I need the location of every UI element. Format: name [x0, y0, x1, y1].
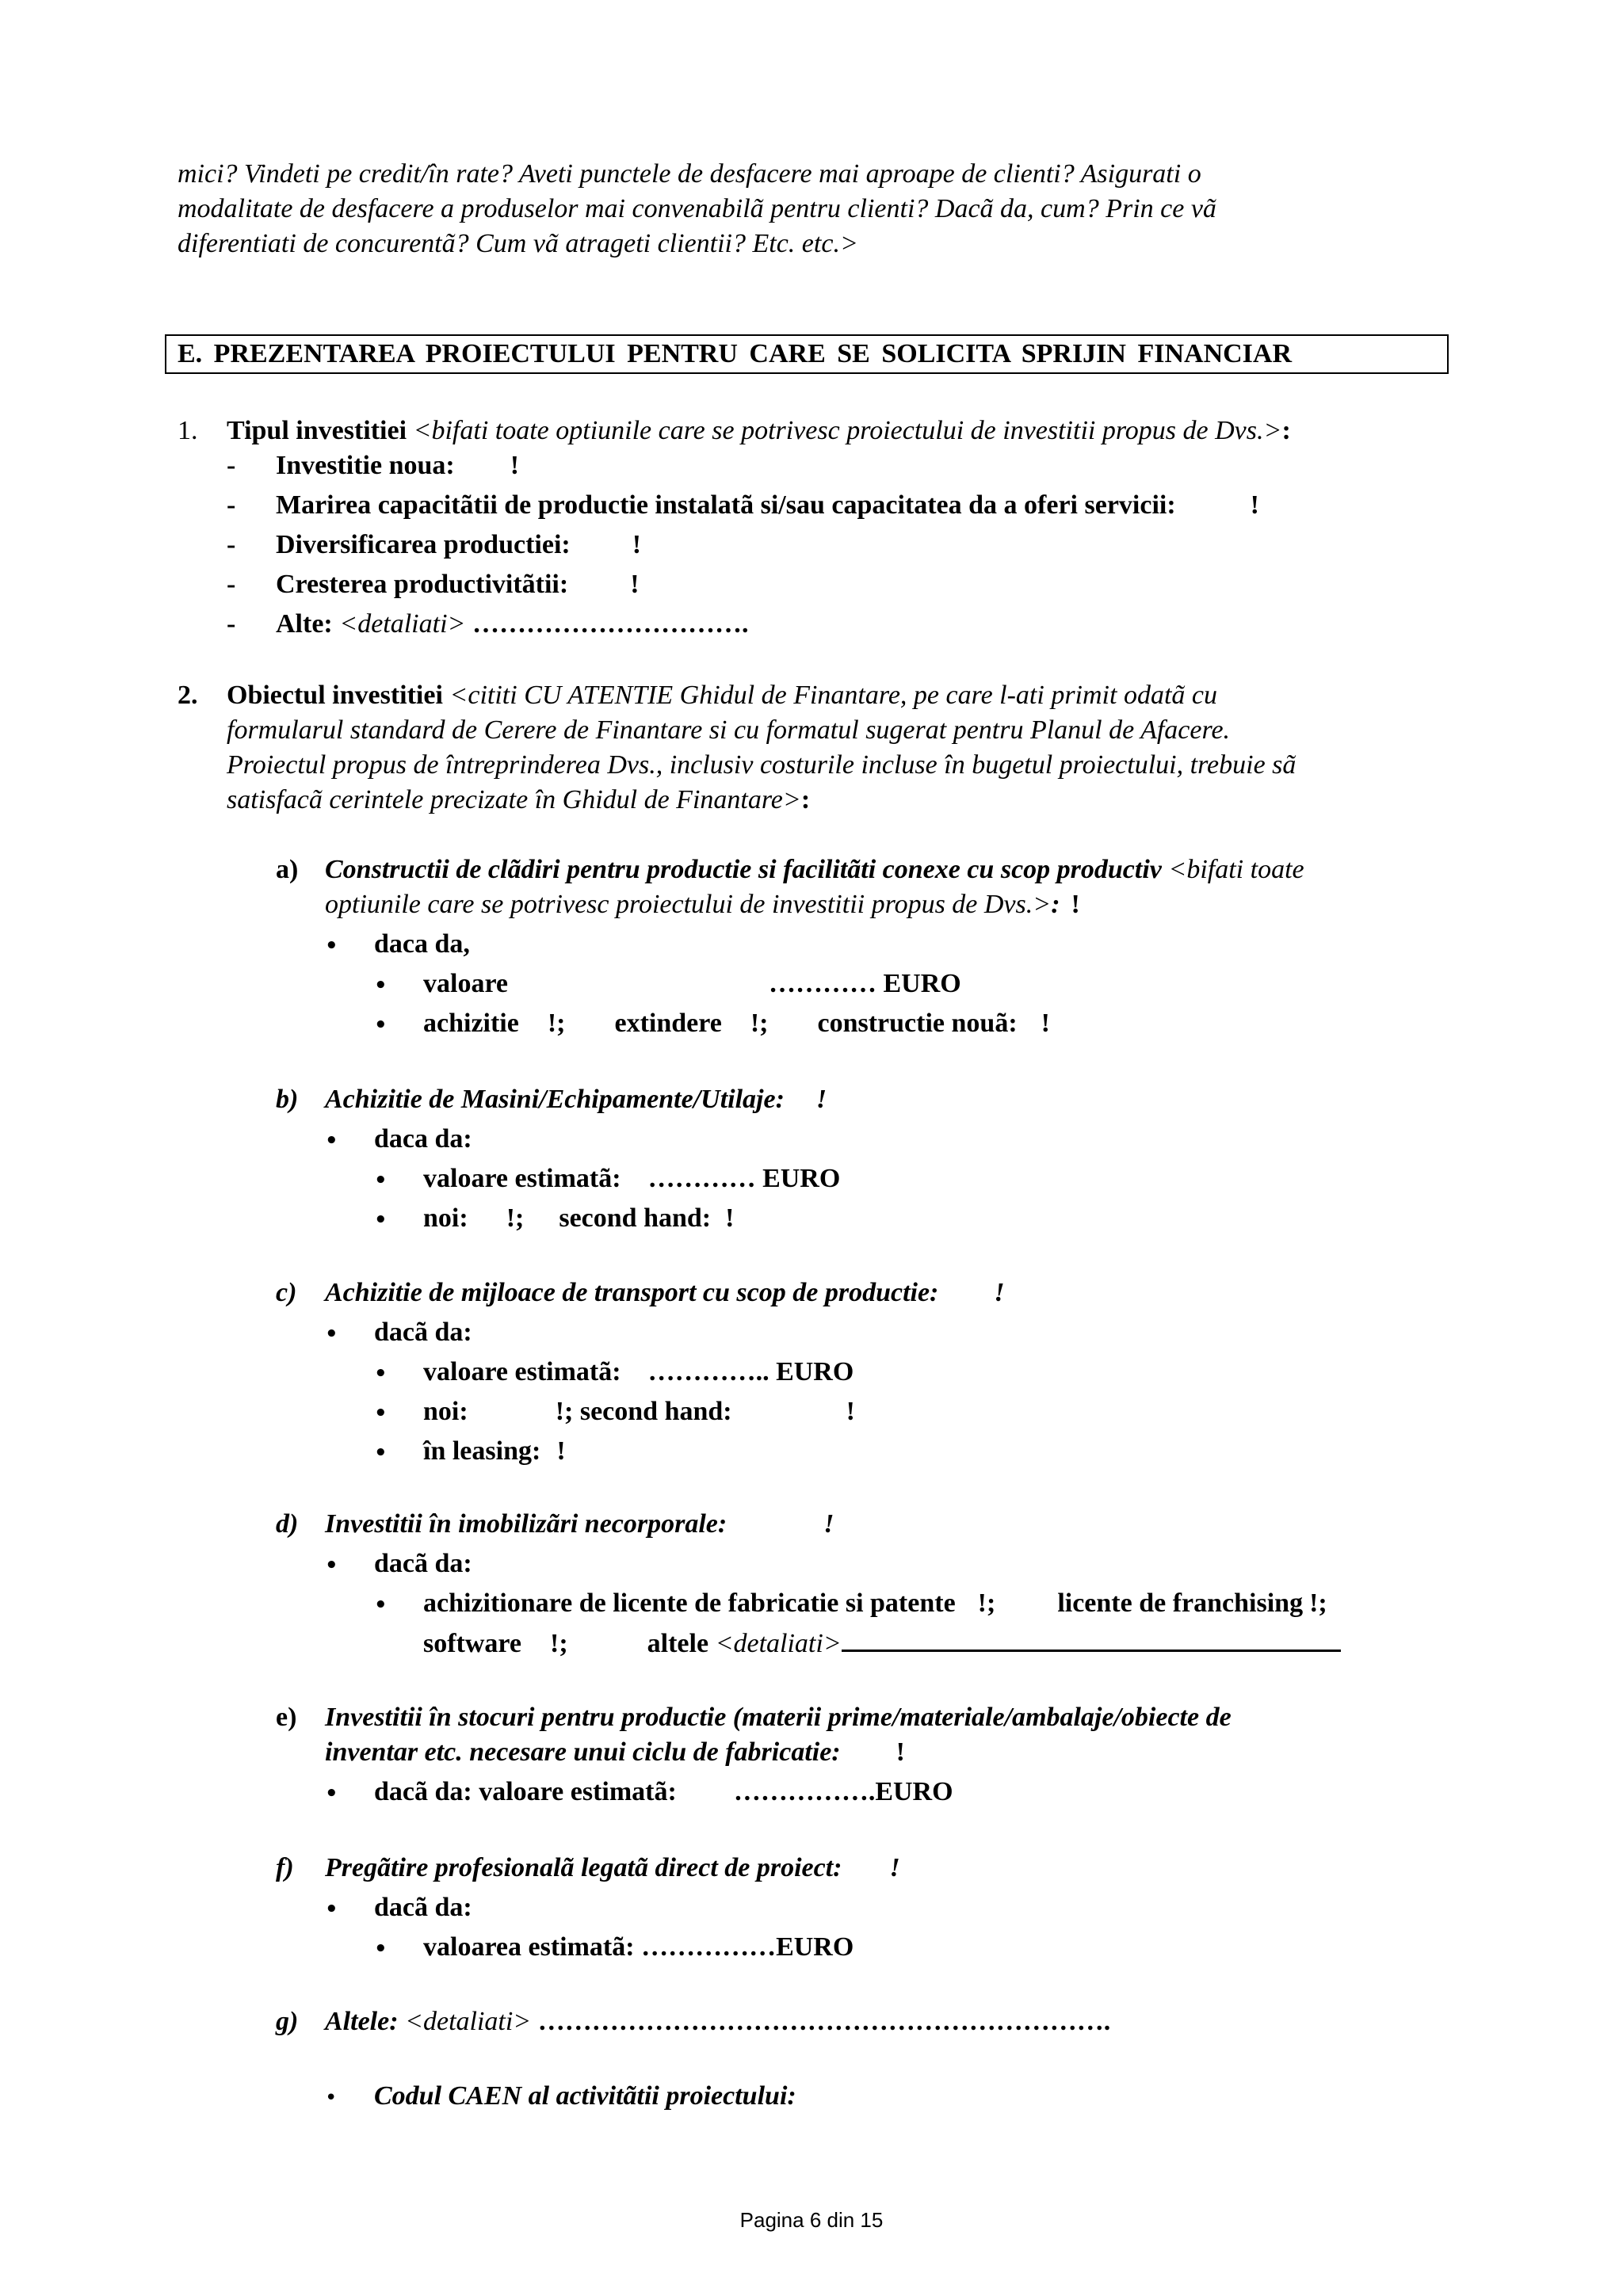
- item-f-valoare[interactable]: [374, 1930, 854, 1966]
- option-label: în leasing:: [423, 1436, 541, 1466]
- item-letter: b): [276, 1085, 299, 1114]
- checkbox-mark[interactable]: !: [1041, 1009, 1050, 1038]
- details-underline-field[interactable]: [842, 1626, 1341, 1652]
- intro-line: modalitate de desfacere a produselor mai convenabilã pentru clienti? Dacã da, cum? Prin ce vã: [178, 194, 1216, 223]
- option-label: achizitie: [423, 1009, 519, 1038]
- item-b-options[interactable]: [374, 1201, 734, 1238]
- question-number: 1.: [178, 416, 198, 445]
- bullet-icon: •: [374, 1937, 388, 1961]
- option-label: Investitie noua:: [276, 451, 455, 480]
- question-number: 2.: [178, 681, 198, 710]
- checkbox-mark[interactable]: !: [815, 1085, 827, 1114]
- colon: :: [800, 785, 811, 814]
- item-d-software[interactable]: [423, 1626, 1341, 1661]
- dash: -: [227, 530, 236, 559]
- checkbox-mark[interactable]: !;: [1309, 1589, 1327, 1618]
- item-b-valoare[interactable]: [374, 1161, 840, 1198]
- option-hint: <detaliati>: [708, 1629, 842, 1658]
- question-hint-line: Proiectul propus de întreprinderea Dvs., inclusiv costurile incluse în bugetul proiectului, trebuie sã: [227, 750, 1296, 780]
- checkbox-mark[interactable]: !: [846, 1397, 855, 1426]
- item-e-bullet[interactable]: [325, 1775, 953, 1811]
- item-title: Achizitie de mijloace de transport cu scop de productie:: [325, 1278, 939, 1307]
- intro-paragraph: [178, 157, 1449, 261]
- item-hint: optiunile care se potrivesc proiectului de investitii propus de Dvs.>: [325, 890, 1052, 919]
- bullet-icon: •: [325, 1782, 338, 1806]
- option-label: Diversificarea productiei:: [276, 530, 571, 559]
- item-letter: f): [276, 1853, 294, 1882]
- bullet-icon: •: [374, 1402, 388, 1425]
- item-hint: <detaliati>: [398, 2007, 538, 2036]
- checkbox-mark[interactable]: !: [889, 1853, 900, 1882]
- section-title-box: E. PREZENTAREA PROIECTULUI PENTRU CARE SE SOLICITA SPRIJIN FINANCIAR: [165, 334, 1449, 374]
- caen-label: Codul CAEN al activitãtii proiectului:: [374, 2081, 796, 2111]
- option-label: second hand:: [559, 1203, 712, 1233]
- checkbox-mark[interactable]: !;: [506, 1203, 525, 1233]
- dash: -: [227, 490, 236, 520]
- item-d-licenses[interactable]: [374, 1586, 1327, 1623]
- dash: -: [227, 609, 236, 639]
- bullet-label: dacã da:: [374, 1893, 472, 1922]
- checkbox-mark[interactable]: !: [1250, 490, 1259, 520]
- item-title: inventar etc. necesare unui ciclu de fabricatie:: [325, 1737, 841, 1767]
- item-a-hint-line: [325, 887, 1080, 922]
- item-title: Investitii în imobilizãri necorporale:: [325, 1509, 727, 1539]
- checkbox-mark[interactable]: !;: [547, 1009, 566, 1038]
- checkbox-mark[interactable]: !: [632, 530, 642, 559]
- item-letter: c): [276, 1278, 297, 1307]
- checkbox-mark[interactable]: !: [1071, 890, 1080, 919]
- fill-dots[interactable]: …………….EURO: [733, 1777, 953, 1806]
- checkbox-mark[interactable]: !;: [977, 1589, 996, 1618]
- q1-option-other[interactable]: [227, 607, 748, 642]
- checkbox-mark[interactable]: !;: [750, 1009, 769, 1038]
- item-f: [276, 1851, 900, 1886]
- field-label: valoare estimatã: ………….. EURO: [423, 1357, 854, 1386]
- item-b-bullet: [325, 1122, 472, 1158]
- q1-option-new[interactable]: [227, 448, 519, 483]
- bullet-icon: •: [374, 1169, 388, 1192]
- caen-code: [325, 2079, 796, 2115]
- option-label: noi:: [423, 1397, 468, 1426]
- question-1: [178, 414, 1291, 448]
- option-label: Cresterea productivitãtii:: [276, 570, 569, 599]
- bullet-icon: •: [374, 1013, 388, 1037]
- item-c: [276, 1276, 1005, 1310]
- bullet-icon: •: [325, 1897, 338, 1921]
- item-letter: a): [276, 855, 299, 884]
- item-b: [276, 1082, 827, 1117]
- item-hint: <bifati toate: [1161, 855, 1304, 884]
- item-c-leasing[interactable]: [374, 1434, 566, 1470]
- bullet-icon: •: [325, 1322, 338, 1346]
- question-hint-line: [227, 783, 810, 818]
- bullet-icon: •: [325, 934, 338, 958]
- checkbox-mark[interactable]: !;: [550, 1629, 568, 1658]
- item-letter: d): [276, 1509, 299, 1539]
- bullet-icon: •: [374, 1593, 388, 1617]
- checkbox-mark[interactable]: !: [556, 1436, 566, 1466]
- item-letter: g): [276, 2007, 299, 2036]
- checkbox-mark[interactable]: !; second hand:: [555, 1397, 732, 1426]
- item-c-bullet: [325, 1315, 472, 1352]
- checkbox-mark[interactable]: !: [725, 1203, 735, 1233]
- item-c-valoare[interactable]: [374, 1355, 854, 1391]
- intro-line: diferentiati de concurentã? Cum vã atrageti clientii? Etc. etc.>: [178, 229, 858, 258]
- bullet-icon: •: [374, 1362, 388, 1386]
- field-label: valoare estimatã: ………… EURO: [423, 1164, 841, 1193]
- bullet-icon: •: [374, 974, 388, 997]
- option-label: Alte:: [276, 609, 333, 639]
- question-2: [178, 678, 1217, 713]
- checkbox-mark[interactable]: !: [896, 1737, 905, 1767]
- item-a: [276, 852, 1304, 887]
- item-e-title-line: [325, 1735, 905, 1770]
- option-label: extindere: [614, 1009, 722, 1038]
- item-title: Altele:: [325, 2007, 399, 2036]
- item-a-options[interactable]: [374, 1006, 1050, 1043]
- item-c-options[interactable]: [374, 1394, 855, 1431]
- q1-option-productivity[interactable]: [227, 567, 640, 602]
- bullet-label: dacã da:: [374, 1318, 472, 1347]
- fill-dots[interactable]: ……………………………………………………….: [537, 2007, 1111, 2036]
- bullet-icon: •: [325, 1129, 338, 1153]
- dash: -: [227, 451, 236, 480]
- bullet-icon: •: [374, 1441, 388, 1465]
- bullet-label: daca da:: [374, 1124, 472, 1154]
- question-title: Tipul investitiei: [227, 416, 407, 445]
- question-hint: <cititi CU ATENTIE Ghidul de Finantare, pe care l-ati primit odatã cu: [442, 681, 1217, 710]
- item-d: [276, 1507, 834, 1542]
- question-hint: <bifati toate optiunile care se potrivesc proiectului de investitii propus de Dvs.>: [407, 416, 1282, 445]
- bullet-icon: •: [325, 1554, 338, 1577]
- checkbox-mark[interactable]: !: [510, 451, 520, 480]
- hint-text: satisfacã cerintele precizate în Ghidul de Finantare>: [227, 785, 801, 814]
- q1-option-capacity[interactable]: [227, 488, 1259, 523]
- option-hint: <detaliati>: [332, 609, 472, 639]
- item-g[interactable]: [276, 2004, 1110, 2039]
- checkbox-mark[interactable]: !: [630, 570, 640, 599]
- option-label: software: [423, 1629, 521, 1658]
- item-a-valoare[interactable]: [374, 967, 961, 1003]
- dash: -: [227, 570, 236, 599]
- field-label: valoarea estimatã: ……………EURO: [423, 1932, 854, 1962]
- question-hint-line: formularul standard de Cerere de Finantare si cu formatul sugerat pentru Planul de Afacere.: [227, 715, 1231, 745]
- option-label: achizitionare de licente de fabricatie si patente: [423, 1589, 956, 1618]
- option-label: Marirea capacitãtii de productie instalatã si/sau capacitatea da a oferi servicii:: [276, 490, 1176, 520]
- q1-option-diversify[interactable]: [227, 528, 641, 563]
- bullet-label: dacã da: valoare estimatã:: [374, 1777, 677, 1806]
- fill-dots[interactable]: ………… EURO: [769, 969, 961, 998]
- bullet-icon: •: [374, 1208, 388, 1232]
- item-e: [276, 1700, 1232, 1735]
- colon: :: [1051, 890, 1060, 919]
- bullet-icon: •: [325, 2086, 338, 2110]
- field-label: valoare: [423, 969, 509, 998]
- checkbox-mark[interactable]: !: [823, 1509, 834, 1539]
- item-d-bullet: [325, 1547, 472, 1583]
- item-title: Investitii în stocuri pentru productie (materii prime/materiale/ambalaje/obiecte de: [325, 1703, 1232, 1732]
- bullet-label: daca da,: [374, 929, 470, 959]
- item-letter: e): [276, 1703, 297, 1732]
- item-title: Achizitie de Masini/Echipamente/Utilaje:: [325, 1085, 785, 1114]
- question-title: Obiectul investitiei: [227, 681, 443, 710]
- item-title: Pregãtire profesionalã legatã direct de proiect:: [325, 1853, 842, 1882]
- item-f-bullet: [325, 1890, 472, 1927]
- item-title: Constructii de clãdiri pentru productie si facilitãti conexe cu scop productiv: [325, 855, 1162, 884]
- option-label: noi:: [423, 1203, 468, 1233]
- intro-line: mici? Vindeti pe credit/în rate? Aveti punctele de desfacere mai aproape de clienti? Asigurati o: [178, 159, 1201, 189]
- option-label: altele: [647, 1629, 709, 1658]
- fill-dots: ………………………….: [472, 609, 749, 639]
- bullet-label: dacã da:: [374, 1549, 472, 1578]
- option-label: constructie nouã:: [817, 1009, 1018, 1038]
- checkbox-mark[interactable]: !: [994, 1278, 1005, 1307]
- option-label: licente de franchising: [1057, 1589, 1304, 1618]
- colon: :: [1281, 416, 1291, 445]
- item-a-bullet: [325, 927, 470, 963]
- page-footer: Pagina 6 din 15: [739, 2208, 884, 2232]
